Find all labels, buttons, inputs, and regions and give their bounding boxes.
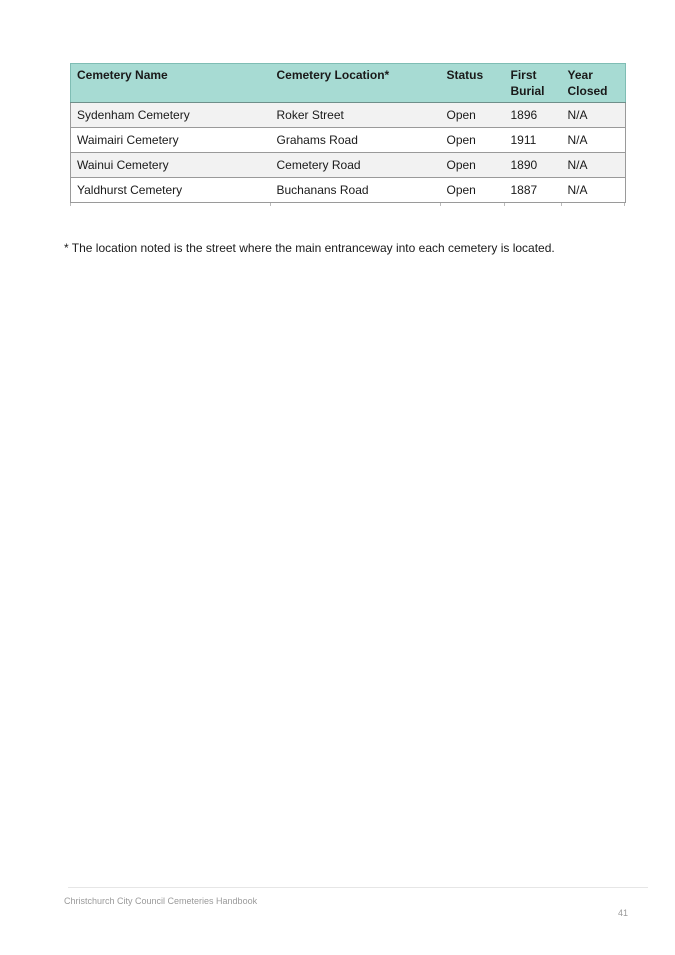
column-tick (504, 203, 505, 206)
cell-cemetery-location: Roker Street (271, 103, 441, 128)
column-tick (440, 203, 441, 206)
column-tick (561, 203, 562, 206)
cell-first-burial: 1887 (505, 178, 562, 203)
column-tick (624, 203, 625, 206)
cell-cemetery-name: Sydenham Cemetery (71, 103, 271, 128)
column-header-year-closed: Year Closed (562, 64, 626, 103)
cell-cemetery-location: Grahams Road (271, 128, 441, 153)
column-header-cemetery-location: Cemetery Location* (271, 64, 441, 103)
column-tick (270, 203, 271, 206)
cemetery-table-container (70, 63, 625, 209)
column-header-first-burial: First Burial (505, 64, 562, 103)
cell-cemetery-name: Waimairi Cemetery (71, 128, 271, 153)
cell-status: Open (441, 128, 505, 153)
table-header-row (71, 64, 626, 103)
cell-status: Open (441, 103, 505, 128)
cell-cemetery-location: Cemetery Road (271, 153, 441, 178)
cell-status: Open (441, 153, 505, 178)
cell-first-burial: 1911 (505, 128, 562, 153)
table-row (71, 153, 626, 178)
cell-status: Open (441, 178, 505, 203)
cell-cemetery-location: Buchanans Road (271, 178, 441, 203)
location-footnote: * The location noted is the street where the main entranceway into each cemetery is located. (64, 241, 555, 255)
column-header-cemetery-name: Cemetery Name (71, 64, 271, 103)
cell-year-closed: N/A (562, 178, 626, 203)
cell-first-burial: 1896 (505, 103, 562, 128)
cell-cemetery-name: Wainui Cemetery (71, 153, 271, 178)
column-header-status: Status (441, 64, 505, 103)
cell-cemetery-name: Yaldhurst Cemetery (71, 178, 271, 203)
cell-year-closed: N/A (562, 128, 626, 153)
table-column-ticks (70, 203, 625, 209)
cell-year-closed: N/A (562, 103, 626, 128)
footer-document-title: Christchurch City Council Cemeteries Handbook (64, 896, 258, 906)
page-number: 41 (617, 908, 628, 918)
table-row (71, 178, 626, 203)
cell-year-closed: N/A (562, 153, 626, 178)
column-tick (70, 203, 71, 206)
footer-divider (68, 887, 648, 888)
cell-first-burial: 1890 (505, 153, 562, 178)
table-row (71, 128, 626, 153)
cemetery-table (70, 63, 626, 203)
table-row (71, 103, 626, 128)
